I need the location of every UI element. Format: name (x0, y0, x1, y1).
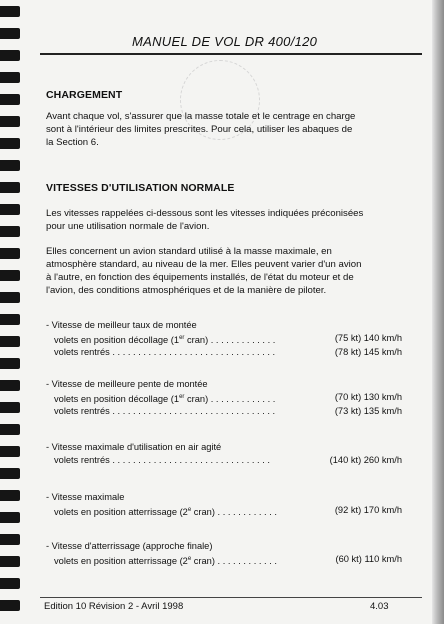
section-heading-chargement: CHARGEMENT (46, 89, 123, 101)
speed-row: volets en position atterrissage (2e cran) . . . . . . . . . . . . (60 kt) 110 km/h (54, 553, 402, 566)
speed-item-turbulent-air (46, 441, 402, 466)
header-rule (40, 53, 422, 55)
speed-item-title: - Vitesse d'atterrissage (approche finale) (46, 541, 213, 551)
speed-row: volets en position décollage (1er cran) . . . . . . . . . . . . . (75 kt) 140 km/h (54, 332, 402, 345)
speed-item-best-angle-climb (46, 378, 402, 418)
paragraph-conditions: Elles concernent un avion standard utilisé à la masse maximale, en atmosphère standard, au niveau de la mer. Elles peuvent varier d'un avion à l'autre, en fonction des équipements installés, de l'état du moteur et de l'avion, des conditions atmosphériques et de la manière de piloter. (46, 246, 362, 296)
speed-item-landing-approach (46, 540, 402, 567)
page-header-title: MANUEL DE VOL DR 400/120 (132, 34, 318, 49)
speed-row: volets rentrés . . . . . . . . . . . . . . . . . . . . . . . . . . . . . . . (140 kt) 260 km/h (54, 454, 402, 465)
section-heading-vitesses: VITESSES D'UTILISATION NORMALE (46, 182, 235, 194)
speed-item-title: - Vitesse de meilleure pente de montée (46, 379, 208, 389)
speed-row: volets rentrés . . . . . . . . . . . . . . . . . . . . . . . . . . . . . . . . (78 kt) 145 km/h (54, 347, 402, 358)
speed-value: (75 kt) 140 km/h (334, 332, 402, 343)
speed-item-max-flaps (46, 491, 402, 518)
footer-edition: Edition 10 Révision 2 - Avril 1998 (44, 601, 184, 612)
speed-item-best-rate-climb (46, 319, 402, 359)
speed-row: volets en position décollage (1er cran) . . . . . . . . . . . . . (70 kt) 130 km/h (54, 391, 402, 404)
binding-spine (0, 0, 22, 624)
speed-row: volets rentrés . . . . . . . . . . . . . . . . . . . . . . . . . . . . . . . . (73 kt) 135 km/h (54, 406, 402, 417)
speed-value: (60 kt) 110 km/h (335, 553, 402, 564)
speed-item-title: - Vitesse maximale d'utilisation en air agité (46, 442, 222, 452)
speed-value: (73 kt) 135 km/h (334, 406, 402, 417)
speed-item-title: - Vitesse de meilleur taux de montée (46, 320, 197, 330)
speed-value: (78 kt) 145 km/h (334, 347, 402, 358)
speed-value: (70 kt) 130 km/h (334, 391, 402, 402)
paragraph-intro: Les vitesses rappelées ci-dessous sont les vitesses indiquées préconisées pour une utilisation normale de l'avion. (46, 208, 364, 232)
paragraph-chargement: Avant chaque vol, s'assurer que la masse totale et le centrage en charge sont à l'intérieur des limites prescrites. Pour cela, utiliser les abaques de la Section 6. (46, 111, 356, 148)
speed-row: volets en position atterrissage (2e cran) . . . . . . . . . . . . (92 kt) 170 km/h (54, 504, 402, 517)
speed-item-title: - Vitesse maximale (46, 492, 125, 502)
footer-rule (40, 597, 422, 598)
page-edge-shadow (432, 0, 444, 624)
speed-value: (92 kt) 170 km/h (334, 504, 402, 515)
footer-page-number: 4.03 (370, 601, 389, 612)
speed-value: (140 kt) 260 km/h (329, 454, 402, 465)
